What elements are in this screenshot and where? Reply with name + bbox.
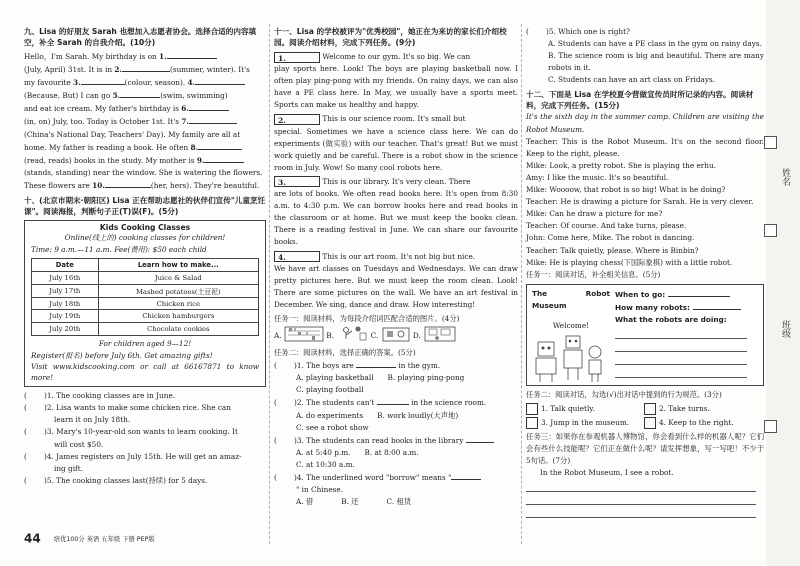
behavior-checklist: 1. Talk quietly. 2. Take turns. 3. Jump in the museum. 4. Keep to the right. (526, 403, 764, 429)
dialogue-line: John: Come here, Mike. The robot is dancing. (526, 233, 695, 243)
q5-option-a[interactable]: A. Students can have a PE class in the gym on rainy days. (548, 39, 762, 49)
header-date: Date (32, 259, 99, 272)
q2-option-c[interactable]: C. see a robot show (296, 422, 369, 432)
q5-block: ( )5. Which one is right? A. Students can have a PE class in the gym on rainy days. B. The science room is big and beautiful. There are many robots in it. C. Students can have an art class on Fridays. (526, 26, 764, 86)
answer-line[interactable] (615, 326, 747, 339)
q3-option-c[interactable]: C. at 10:30 a.m. (296, 459, 355, 469)
welcome-sign: Welcome! (552, 320, 590, 330)
when-answer[interactable] (668, 288, 730, 297)
s12-task2-instruction: 任务二：阅读对话，勾选(√)出对话中提到的行为规范。(3分) (526, 389, 722, 399)
answer-line[interactable] (615, 339, 747, 352)
cooking-poster (24, 220, 266, 387)
blank-7[interactable] (189, 115, 237, 124)
when-label: When to go: (615, 289, 666, 299)
blank-3[interactable] (81, 76, 125, 85)
checkbox-keep-right[interactable] (644, 417, 656, 429)
column-right (526, 0, 764, 518)
task2-instruction: 任务二：阅读材料，选择正确的答案。(5分) (274, 348, 416, 358)
dialogue-line: Mike: Look, a pretty robot. She is playing the erhu. (526, 160, 717, 170)
blank-5[interactable] (120, 89, 160, 98)
match-box-1[interactable]: 1. (274, 52, 320, 63)
how-many-label: How many robots: (615, 302, 691, 312)
dialogue-line: Teacher: This is the Robot Museum. It's on the second floor. Keep to the right, please. (526, 136, 764, 158)
q5-option-c[interactable]: C. Students can have an art class on Fridays. (548, 75, 716, 85)
writing-line[interactable] (526, 492, 756, 505)
writing-line[interactable] (526, 479, 756, 492)
blank-1[interactable] (167, 50, 217, 59)
column-divider (269, 24, 270, 544)
dialogue-line: Teacher: Talk quietly, please. Where is Binbin? (526, 245, 699, 255)
poster-age: For children aged 9—12! (98, 339, 192, 348)
poster-time-fee: Time: 9 a.m.—11 a.m. Fee(费用): $50 each child (31, 245, 207, 255)
dialogue-line: Amy: I like the music. It's so beautiful. (526, 172, 669, 182)
section12-intro: It's the sixth day in the summer camp. Children are visiting the Robot Museum. (526, 112, 764, 134)
table-row: July 17th Mashed potatoes(土豆泥) (32, 284, 259, 297)
poster-title: Kids Cooking Classes (99, 223, 191, 233)
s12-task3-instruction: 任务三：如果你在参观机器人博物馆，你会看到什么样的机器人呢？它们会有些什么技能呢？它们正在做什么呢？请发挥想象，写一写吧！不少于5句话。(7分) (526, 432, 764, 466)
paragraph-art-room: 4. This is our art room. It's not big but nice. We have art classes on Tuesdays and Wednesdays. We can draw pretty pictures here. But we must keep the room clean. Look! There are some pictures on the wall. We have an art festival in December. We sing, dance and draw. How interesting! (274, 251, 518, 309)
q2-option-b[interactable]: B. work loudly(大声地) (377, 410, 459, 420)
art-room-picture (423, 325, 457, 347)
q4-option-b[interactable]: B. 还 (341, 497, 359, 507)
gym-picture (336, 325, 368, 347)
poster-register: Register(报名) before July 6th. Get amazing gifts! (31, 351, 213, 361)
paragraph-gym: 1. Welcome to our gym. It's so big. We can play sports here. Look! The boys are playing basketball now. I often play ping-pong with my friends. On rainy days, we can also have a PE class here. In May, we usually have a sports meet. Sports can make us healthy and happy. (274, 52, 518, 110)
q4-option-a[interactable]: A. 借 (296, 497, 314, 507)
table-row: July 19th Chicken hamburgers (32, 310, 259, 323)
section9-title: 九、Lisa 的好朋友 Sarah 也想加入志愿者协会。选择合适的内容填空，补全 Sarah 的自我介绍。(10分) (24, 27, 257, 47)
section10-questions: ( )1. The cooking classes are in June. ( )2. Lisa wants to make some chicken rice. She can learn it on July 18th. ( )3. Mary's 10-year-old son wants to learn cooking. It will cost $50. ( )4. James registers on July 15th. He will get an amaz- ing gift. ( )5. The cooking classes last(持续) for 5 days. (24, 391, 242, 485)
q1-blank[interactable] (356, 359, 396, 368)
writing-starter: In the Robot Museum, I see a robot. (540, 468, 674, 478)
publication-info: 培优100分 英语 五年级 下册 PEP版 (53, 536, 155, 543)
match-box-3[interactable]: 3. (274, 176, 320, 187)
column-middle (274, 0, 518, 508)
robot-museum-card (526, 284, 764, 386)
section10-title: 十、(北京市期末·朝阳区) Lisa 正在帮助志愿社的伙伴们宣传"儿童烹饪课"。阅读海报，判断句子正(T)误(F)。(5分) (24, 196, 266, 217)
match-box-2[interactable]: 2. (274, 114, 320, 125)
blank-2[interactable] (122, 63, 170, 72)
card-title: The Robot Museum (532, 288, 610, 310)
s12-task1-instruction: 任务一：阅读对话，补全相关信息。(5分) (526, 269, 661, 279)
table-row: July 20th Chocolate cookies (32, 323, 259, 336)
dialogue-line: Teacher: He is drawing a picture for Sarah. He is very clever. (526, 197, 754, 207)
q1-option-c[interactable]: C. playing football (296, 385, 364, 395)
blank-6[interactable] (189, 102, 229, 111)
dialogue-line: Mike: Can he draw a picture for me? (526, 209, 663, 219)
header-learn: Learn how to make... (98, 259, 258, 272)
library-picture (284, 325, 324, 347)
science-room-picture (381, 325, 411, 347)
q3-blank[interactable] (466, 434, 494, 443)
binding-strip (766, 0, 800, 566)
paragraph-library: 3. This is our library. It's very clean. There are lots of books. We often read books here. It's open from 8:30 a.m. to 4:30 p.m. We can borrow books here and read books in the classroom or at home. But we must keep the books clean. There is a reading festival in June. We can share our favourite books. (274, 176, 518, 247)
blank-4[interactable] (195, 76, 245, 85)
page-number: 44 (24, 531, 41, 546)
table-header-row (32, 259, 259, 272)
picture-options: A. B. C. D. (274, 325, 518, 347)
poster-online: Online(线上的) cooking classes for children! (64, 233, 226, 243)
q3-option-a[interactable]: A. at 5:40 p.m. (296, 447, 351, 457)
column-divider (521, 24, 522, 544)
checkbox-take-turns[interactable] (644, 403, 656, 415)
answer-line[interactable] (615, 365, 747, 378)
dialogue-line: Mike: He is playing chess(下国际象棋) with a little robot. (526, 257, 733, 267)
checkbox-jump[interactable] (526, 417, 538, 429)
paragraph-science-room: 2. This is our science room. It's small but special. Sometimes we have a science class here. We can do experiments (做实验) with our teacher. That's great! But we must work quietly and be careful. There is a robot show in the science room in July. Wow! So many cool robots here. (274, 114, 518, 172)
writing-line[interactable] (526, 505, 756, 518)
task2-questions: ( )1. The boys are in the gym. A. playing basketball B. playing ping-pong C. playing football ( )2. The students can't in the science room. A. do experiments B. work loudly(大声地) C. see a robot show ( )3. The students can read books in the library A. at 5:40 p.m. B. at 8:00 a.m. C. at 10:30 a.m. ( )4. The underlined word "borrow" means " " in Chinese. A. 借 B. 还 C. 租赁 (274, 359, 518, 508)
blank-9[interactable] (204, 154, 244, 163)
q1-option-a[interactable]: A. playing basketball (296, 373, 374, 383)
section11-title: 十一、Lisa 的学校被评为"优秀校园"，她正在为来访的家长们介绍校园。阅读介绍材料，完成下列任务。(9分) (274, 27, 507, 47)
column-left (24, 0, 266, 487)
q4-option-c[interactable]: C. 租赁 (386, 497, 412, 507)
q2-blank[interactable] (377, 396, 409, 405)
blank-10[interactable] (105, 179, 151, 188)
robots-illustration (532, 332, 608, 384)
table-row: July 18th Chicken rice (32, 297, 259, 310)
dialogue-line: Teacher: Of course. And take turns, please. (526, 221, 687, 231)
blank-8[interactable] (198, 141, 242, 150)
poster-visit: Visit www.kidscooking.com or call at 66167871 to know more! (31, 362, 259, 382)
table-row: July 16th Juice & Salad (32, 272, 259, 285)
what-doing-label: What the robots are doing: (615, 314, 727, 324)
page-footer (24, 528, 155, 547)
checkbox-talk-quietly[interactable] (526, 403, 538, 415)
task1-instruction: 任务一：阅读材料，为每段介绍词匹配合适的图片。(4分) (274, 313, 460, 323)
name-label: 姓名 (780, 168, 790, 186)
q3-option-b[interactable]: B. at 8:00 a.m. (364, 447, 419, 457)
q1-option-b[interactable]: B. playing ping-pong (387, 373, 465, 383)
how-many-answer[interactable] (693, 301, 741, 310)
schedule-table (31, 258, 259, 336)
section9-passage: Hello，I'm Sarah. My birthday is on 1. (July, April) 31st. It is in 2. (summer, winter). It's my favourite 3. (colour, season). 4. (Because, But) I can go 5. (swim, swimming) and eat ice cream. My father's birthday is 6. (in, on) July, too. Today is October 1st. It's 7. (China's National Day, Teachers' Day). My family are all at home. My father is reading a book. He often 8. (read, reads) books in the study. My mother is 9. (stands, standing) near the window. She is watering the flowers. These flowers are 10. (her, hers). They're beautiful. (24, 52, 263, 190)
q5-option-b[interactable]: B. The science room is big and beautiful. There are many robots in it. (548, 51, 764, 73)
class-label: 班级 (780, 320, 790, 338)
match-box-4[interactable]: 4. (274, 251, 320, 262)
q2-option-a[interactable]: A. do experiments (296, 410, 364, 420)
answer-line[interactable] (615, 352, 747, 365)
museum-dialogue (526, 136, 764, 269)
dialogue-line: Mike: Woooow, that robot is so big! What is he doing? (526, 185, 726, 195)
section12-title: 十二、下面是 Lisa 在学校夏令营做宣传员时所记录的内容。阅读材料，完成下列任务。(15分) (526, 90, 754, 111)
q4-blank[interactable] (451, 471, 481, 480)
